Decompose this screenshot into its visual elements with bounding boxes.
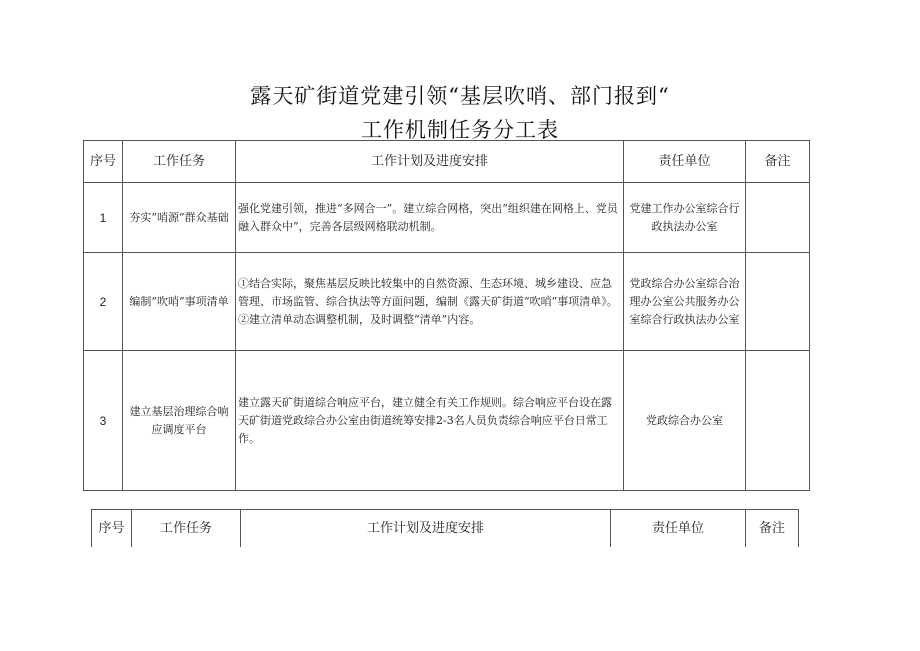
document-title-line2: 工作机制任务分工表: [361, 118, 559, 142]
table-header-row: [92, 510, 799, 548]
row-plan: [236, 253, 624, 351]
header-seq: 序号: [84, 141, 123, 183]
row-plan: [236, 351, 624, 491]
row-unit: 党政综合办公室: [624, 351, 746, 491]
table-row: [84, 183, 810, 253]
row-task: 建立基层治理综合响应调度平台: [123, 351, 236, 491]
row-task: 编制“吹哨”事项清单: [123, 253, 236, 351]
row-plan: [236, 183, 624, 253]
row-note: [746, 183, 810, 253]
header-note: 备注: [746, 141, 810, 183]
header-task: 工作任务: [123, 141, 236, 183]
table-row: [84, 351, 810, 491]
header-plan: 工作计划及进度安排: [241, 510, 611, 548]
header-unit: 责任单位: [611, 510, 746, 548]
header-seq: 序号: [92, 510, 132, 548]
row-note: [746, 351, 810, 491]
continuation-table-header: [91, 509, 799, 547]
plan-line: 建立露天矿街道综合响应平台，建立健全有关工作规则。综合响应平台设在露天矿街道党政综合办公室由街道统筹安排2-3名人员负责综合响应平台日常工作。: [238, 395, 612, 445]
row-task: 夯实“哨源”群众基础: [123, 183, 236, 253]
plan-line: ②建立清单动态调整机制，及时调整“清单”内容。: [238, 312, 481, 326]
row-unit: 党政综合办公室综合治理办公室公共服务办公室综合行政执法办公室: [624, 253, 746, 351]
header-task: 工作任务: [132, 510, 241, 548]
row-note: [746, 253, 810, 351]
task-division-table: [83, 140, 810, 491]
plan-line: 强化党建引领，推进“多网合一”。建立综合网格，突出“组织建在网格上、党员融入群众中”，完善各层级网格联动机制。: [238, 201, 618, 233]
row-unit: 党建工作办公室综合行政执法办公室: [624, 183, 746, 253]
header-note: 备注: [746, 510, 799, 548]
row-seq: 1: [84, 183, 123, 253]
header-unit: 责任单位: [624, 141, 746, 183]
table-header-row: [84, 141, 810, 183]
row-seq: 2: [84, 253, 123, 351]
table-row: [84, 253, 810, 351]
document-title-line1: 露天矿街道党建引领“基层吹哨、部门报到“: [250, 84, 670, 108]
row-seq: 3: [84, 351, 123, 491]
plan-line: ①结合实际，聚焦基层反映比较集中的自然资源、生态环境、城乡建设、应急管理、市场监管、综合执法等方面问题，编制《露天矿街道“吹哨”事项清单》。: [238, 276, 618, 308]
header-plan: 工作计划及进度安排: [236, 141, 624, 183]
